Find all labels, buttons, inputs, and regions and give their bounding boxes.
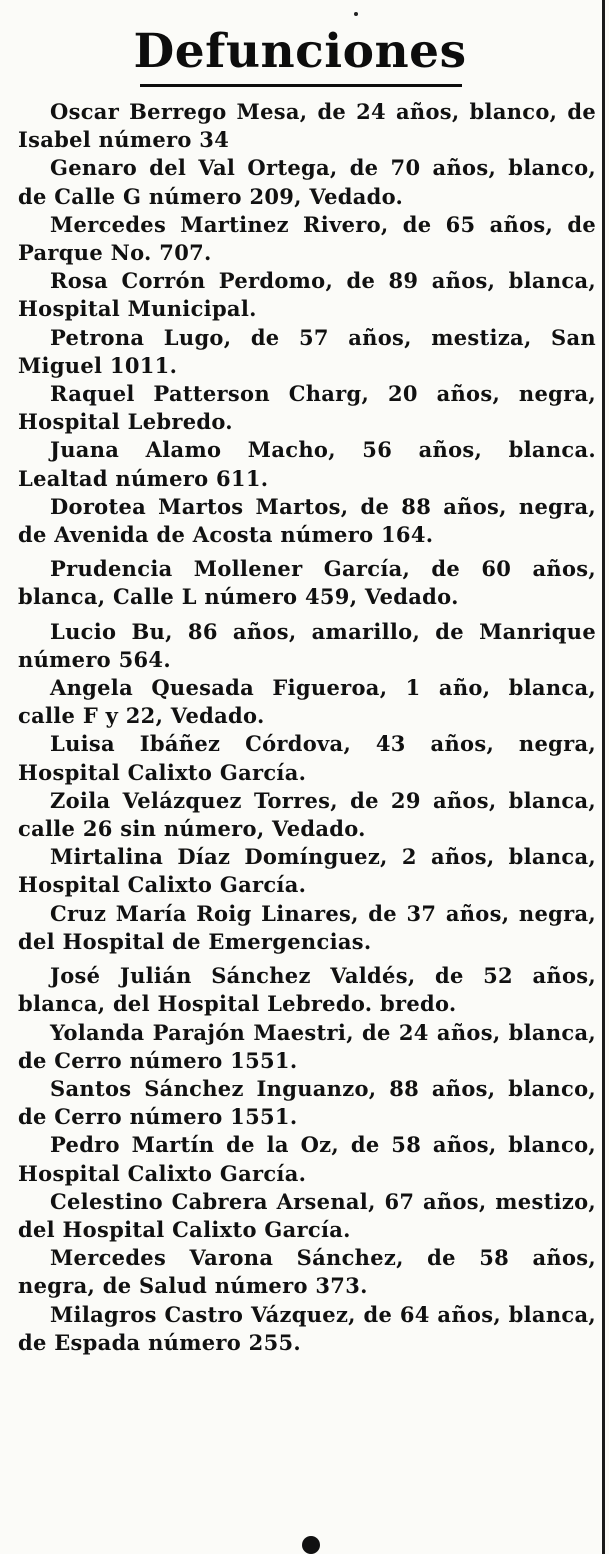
obituary-entry: Oscar Berrego Mesa, de 24 años, blanco, de Isabel número 34 [18, 99, 596, 153]
obituary-entry: Mercedes Martinez Rivero, de 65 años, de Parque No. 707. [18, 211, 596, 266]
obituary-entry: Santos Sánchez Inguanzo, 88 años, blanco, de Cerro número 1551. [18, 1075, 596, 1130]
obituary-entry: Prudencia Mollener García, de 60 años, blanca, Calle L número 459, Vedado. [18, 556, 596, 610]
obituary-entry: Rosa Corrón Perdomo, de 89 años, blanca, Hospital Municipal. [18, 268, 596, 322]
obituary-entry: Angela Quesada Figueroa, 1 año, blanca, calle F y 22, Vedado. [18, 675, 596, 729]
print-dot [302, 1536, 320, 1554]
obituary-entry: Yolanda Parajón Maestri, de 24 años, blanca, de Cerro número 1551. [18, 1019, 596, 1073]
obituary-list [18, 98, 596, 1357]
print-speck [354, 12, 358, 16]
obituary-entry: José Julián Sánchez Valdés, de 52 años, blanca, del Hospital Lebredo. bredo. [18, 963, 596, 1017]
obituary-entry: Zoila Velázquez Torres, de 29 años, blanca, calle 26 sin número, Vedado. [18, 787, 596, 842]
obituary-entry: Celestino Cabrera Arsenal, 67 años, mestizo, del Hospital Calixto García. [18, 1188, 596, 1242]
obituary-entry: Mirtalina Díaz Domínguez, 2 años, blanca, Hospital Calixto García. [18, 844, 596, 898]
column-rule [602, 0, 605, 1554]
obituary-entry: Luisa Ibáñez Córdova, 43 años, negra, Hospital Calixto García. [18, 731, 596, 785]
section-title: Defunciones [133, 24, 467, 79]
obituary-entry: Petrona Lugo, de 57 años, mestiza, San Miguel 1011. [18, 324, 596, 378]
obituary-entry: Genaro del Val Ortega, de 70 años, blanco, de Calle G número 209, Vedado. [18, 155, 596, 209]
obituary-entry: Dorotea Martos Martos, de 88 años, negra, de Avenida de Acosta número 164. [18, 493, 596, 548]
obituary-entry: Milagros Castro Vázquez, de 64 años, blanca, de Espada número 255. [18, 1301, 596, 1355]
obituary-entry: Lucio Bu, 86 años, amarillo, de Manrique número 564. [18, 618, 596, 672]
obituary-entry: Juana Alamo Macho, 56 años, blanca. Lealtad número 611. [18, 437, 596, 491]
obituary-entry: Raquel Patterson Charg, 20 años, negra, Hospital Lebredo. [18, 381, 596, 435]
obituary-entry: Pedro Martín de la Oz, de 58 años, blanco, Hospital Calixto García. [18, 1132, 596, 1186]
obituary-entry: Cruz María Roig Linares, de 37 años, negra, del Hospital de Emergencias. [18, 900, 596, 954]
obituary-entry: Mercedes Varona Sánchez, de 58 años, negra, de Salud número 373. [18, 1245, 596, 1299]
title-underline [140, 84, 462, 87]
